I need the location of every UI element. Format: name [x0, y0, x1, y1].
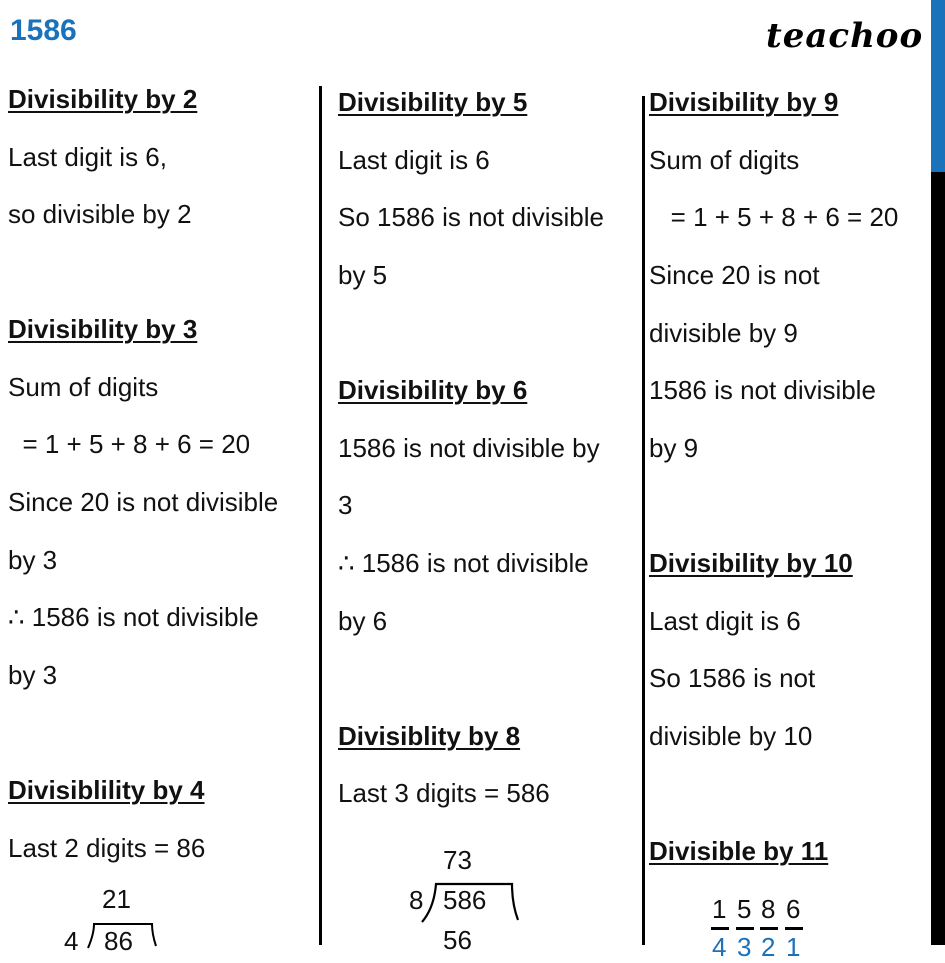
dividend: 86 [104, 926, 133, 956]
text-line: Sum of digits [8, 372, 159, 402]
text-line: by 3 [8, 660, 58, 690]
text-line: Last 2 digits = 86 [8, 833, 206, 863]
text-line: So 1586 is not [649, 663, 816, 693]
heading-div-3: Divisibility by 3 [8, 314, 198, 344]
divisor: 4 [64, 926, 79, 956]
digit: 6 [786, 894, 801, 924]
quotient: 73 [443, 845, 472, 875]
digit-underline [736, 927, 754, 930]
position-number: 1 [786, 932, 801, 962]
text-line: 1586 is not divisible [649, 375, 876, 405]
dividend: 586 [443, 885, 487, 915]
heading-div-2: Divisibility by 2 [8, 84, 198, 114]
digit: 1 [712, 894, 727, 924]
text-line: Sum of digits [649, 145, 800, 175]
text-line: by 3 [8, 545, 58, 575]
sidebar-scroll-bar[interactable] [931, 0, 945, 945]
text-line: ∴ 1586 is not divisible [8, 602, 259, 632]
text-line: Last digit is 6 [649, 606, 801, 636]
heading-div-6: Divisibility by 6 [338, 375, 528, 405]
text-line: divisible by 9 [649, 318, 798, 348]
digit: 8 [761, 894, 776, 924]
digit-underline [711, 927, 729, 930]
text-line: by 9 [649, 433, 699, 463]
text-line: = 1 + 5 + 8 + 6 = 20 [649, 202, 899, 232]
text-line: by 5 [338, 260, 388, 290]
text-line: Last digit is 6, [8, 142, 167, 172]
text-line: Since 20 is not divisible [8, 487, 279, 517]
digit-underline [760, 927, 778, 930]
text-line: by 6 [338, 606, 388, 636]
text-line: = 1 + 5 + 8 + 6 = 20 [8, 429, 251, 459]
digit: 5 [737, 894, 752, 924]
position-number: 4 [712, 932, 727, 962]
divisor: 8 [409, 885, 424, 915]
position-number: 3 [737, 932, 752, 962]
text-line: so divisible by 2 [8, 199, 192, 229]
heading-div-11: Divisible by 11 [649, 836, 829, 866]
position-number: 2 [761, 932, 776, 962]
digit-underline [785, 927, 803, 930]
text-line: So 1586 is not divisible [338, 202, 604, 232]
heading-div-4: Divisiblility by 4 [8, 775, 205, 805]
heading-div-10: Divisibility by 10 [649, 548, 853, 578]
partial-product: 56 [443, 925, 472, 955]
text-line: ∴ 1586 is not divisible [338, 548, 589, 578]
text-line: 1586 is not divisible by [338, 433, 600, 463]
sidebar-scroll-thumb[interactable] [931, 0, 945, 172]
text-line: divisible by 10 [649, 721, 813, 751]
heading-div-8: Divisiblity by 8 [338, 721, 521, 751]
text-line: Last 3 digits = 586 [338, 778, 550, 808]
teachoo-logo: teachoo [766, 16, 924, 56]
column-divider-1 [319, 86, 322, 945]
heading-div-9: Divisibility by 9 [649, 87, 839, 117]
column-divider-2 [642, 96, 645, 945]
text-line: Last digit is 6 [338, 145, 490, 175]
quotient: 21 [102, 884, 131, 914]
text-line: 3 [338, 490, 353, 520]
text-line: Since 20 is not [649, 260, 820, 290]
heading-div-5: Divisibility by 5 [338, 87, 528, 117]
page-title: 1586 [10, 14, 77, 47]
